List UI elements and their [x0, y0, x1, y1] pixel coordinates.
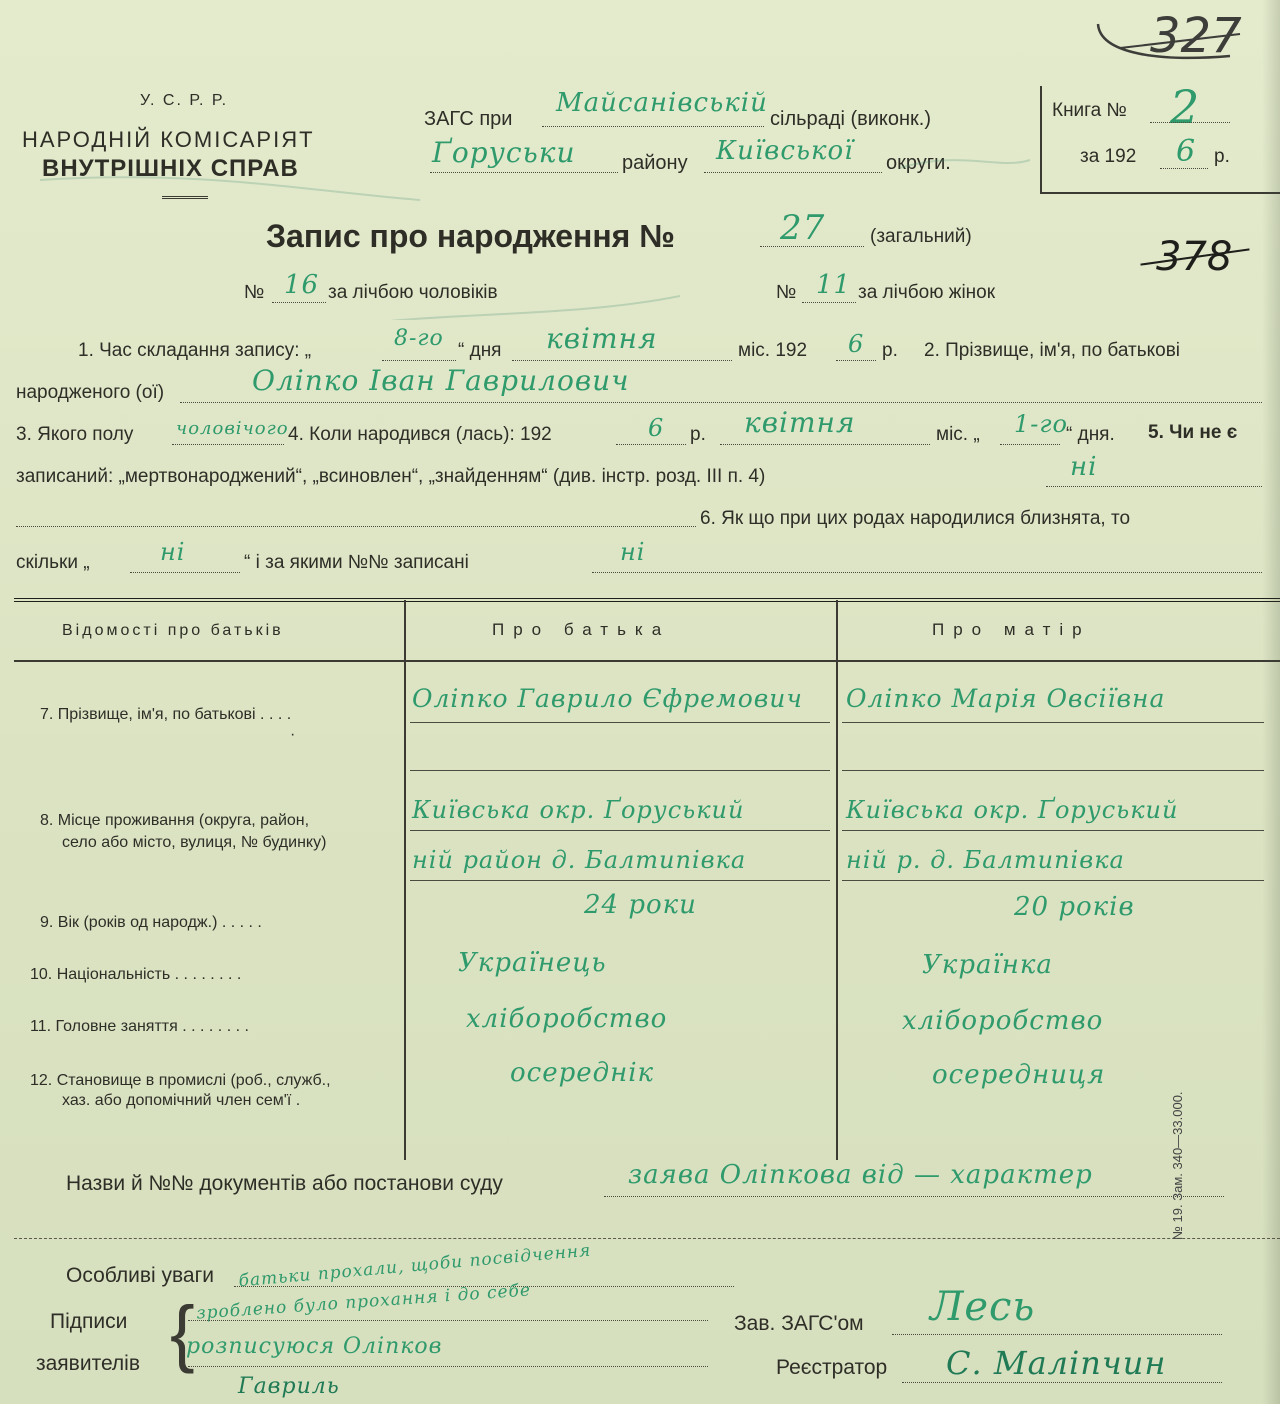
- row-8-mother-cont: ній р. д. Балтипівка: [846, 846, 1125, 874]
- signatures-brace: {: [170, 1291, 195, 1374]
- applicant-line-2: [188, 1366, 708, 1367]
- applicant-signature-2: Гавриль: [238, 1374, 340, 1399]
- row-10-father: Українець: [458, 948, 607, 978]
- field-1-year-suffix: р.: [882, 340, 898, 361]
- field-5-value: ні: [1070, 452, 1098, 482]
- table-top-rule: [14, 598, 1280, 602]
- row-9-father: 24 роки: [584, 890, 697, 920]
- commissariat-name: НАРОДНІЙ КОМІСАРІЯТ: [22, 127, 315, 152]
- field-2-line: [180, 402, 1262, 403]
- row-7-father-line2: [410, 770, 830, 771]
- record-title: Запис про народження №: [266, 218, 675, 254]
- row-8-father-line: [410, 830, 830, 831]
- field-2-label: 2. Прізвище, ім'я, по батькові: [924, 340, 1181, 361]
- field-4-month-line: [720, 444, 930, 445]
- men-count-prefix: №: [244, 282, 265, 303]
- book-label: Книга №: [1052, 100, 1127, 121]
- field-6-numbers-line: [592, 572, 1262, 573]
- row-7-mother-line: [842, 722, 1264, 723]
- side-print-number: № 19. Зам. 340—33.000.: [1170, 1091, 1185, 1240]
- signatures-label: Підписи: [50, 1310, 128, 1333]
- row-7-mother-line2: [842, 770, 1264, 771]
- documents-value: заява Оліпкова від — характер: [628, 1160, 1093, 1190]
- row-8-mother: Київська окр. Ґоруський: [846, 796, 1179, 824]
- row-8-father-line2: [410, 880, 830, 881]
- row-10-label: 10. Національність . . . . . . . .: [30, 966, 242, 983]
- field-6-label: 6. Як що при цих родах народилися близнята, то: [700, 508, 1131, 529]
- documents-label: Назви й №№ документів або постанови суду: [66, 1172, 503, 1195]
- district-label: району: [622, 152, 688, 174]
- field-4-day-line: [1000, 444, 1060, 445]
- field-1-day: 8-го: [394, 326, 444, 351]
- row-12-father: осереднік: [510, 1058, 655, 1088]
- row-8-label: 8. Місце проживання (округа, район,: [40, 812, 310, 829]
- men-count-label: за лічбою чоловіків: [328, 282, 498, 303]
- women-count-prefix: №: [776, 282, 797, 303]
- zags-prefix: ЗАГС при: [424, 108, 513, 130]
- row-11-label: 11. Головне заняття . . . . . . . .: [30, 1018, 249, 1035]
- table-col-divider-1: [404, 600, 406, 1160]
- field-6-numbers: ні: [620, 538, 646, 566]
- field-6-label-cont2: “ і за якими №№ записані: [244, 552, 469, 573]
- book-year-digit: 6: [1176, 134, 1197, 169]
- okruha-value: Київської: [716, 136, 854, 166]
- field-4-year-suffix: р.: [690, 424, 706, 445]
- row-11-father: хліборобство: [466, 1004, 668, 1034]
- row-7-dot: ·: [290, 726, 296, 743]
- field-3-value: чоловічого: [176, 418, 289, 439]
- documents-line: [604, 1196, 1224, 1197]
- field-2-label-cont: народженого (ої): [16, 382, 165, 403]
- women-count-value: 11: [816, 270, 852, 300]
- applicant-line-1: [188, 1320, 708, 1321]
- row-12-label: 12. Становище в промислі (роб., служб.,: [30, 1072, 331, 1089]
- row-11-mother: хліборобство: [902, 1006, 1104, 1036]
- field-5-label-cont: записаний: „мертвонароджений“, „всиновлен“, „знайденням“ (див. інстр. розд. III п. 4): [16, 466, 766, 487]
- republic-abbrev: У. С. Р. Р.: [140, 92, 229, 109]
- field-3-label: 3. Якого полу: [16, 424, 134, 445]
- table-header-mother: Про матір: [932, 620, 1091, 639]
- field-5-line: [1046, 486, 1262, 487]
- field-4-month-label: міс. „: [936, 424, 980, 445]
- zags-village-value: Майсанівській: [556, 88, 768, 118]
- registrar-signature: С. Маліпчин: [946, 1344, 1167, 1382]
- row-12-label-cont: хаз. або допомічний член сем'ї .: [62, 1092, 301, 1109]
- table-header-father: Про батька: [492, 620, 671, 639]
- registrar-line: [902, 1382, 1222, 1383]
- field-1-year-line: [836, 360, 876, 361]
- row-9-mother: 20 років: [1014, 892, 1135, 922]
- row-8-mother-line2: [842, 880, 1264, 881]
- faint-pencil-notes: [0, 0, 1280, 320]
- field-1-day-suffix: “ дня: [458, 340, 502, 361]
- row-8-father-cont: ній район д. Балтипівка: [412, 846, 747, 874]
- row-8-label-cont: село або місто, вулиця, № будинку): [62, 834, 327, 851]
- special-notes-label: Особливі уваги: [66, 1264, 214, 1287]
- row-10-mother: Українка: [922, 950, 1053, 980]
- table-header-rule: [14, 660, 1280, 662]
- zags-head-signature: Лесь: [930, 1284, 1036, 1330]
- zags-suffix: сільраді (виконк.): [770, 108, 932, 130]
- field-4-year: 6: [648, 414, 665, 442]
- row-9-label: 9. Вік (років од народж.) . . . . .: [40, 914, 262, 931]
- field-4-month: квітня: [744, 406, 856, 439]
- record-qualifier: (загальний): [870, 226, 972, 247]
- row-7-father: Оліпко Гаврило Єфремович: [412, 684, 803, 713]
- table-col-divider-2: [836, 600, 838, 1160]
- row-8-mother-line: [842, 830, 1264, 831]
- row-12-mother: осередниця: [932, 1060, 1106, 1090]
- row-7-father-line: [410, 722, 830, 723]
- district-value: Ґоруськи: [432, 136, 576, 169]
- archive-number-strike: 378: [1156, 234, 1233, 280]
- field-4-year-line: [616, 444, 686, 445]
- field-4-day-suffix: “ дня.: [1066, 424, 1115, 445]
- women-count-label: за лічбою жінок: [858, 282, 996, 303]
- field-5-label: 5. Чи не є: [1148, 422, 1238, 443]
- special-notes-value-1: батьки прохали, щоби посвідчення: [237, 1240, 593, 1292]
- book-number: 2: [1170, 80, 1201, 134]
- book-year-label: за 192: [1080, 146, 1137, 167]
- registrar-label: Реєстратор: [776, 1356, 888, 1379]
- field-6-count-line: [130, 572, 240, 573]
- field-1-month-label: міс. 192: [738, 340, 808, 361]
- field-1-year: 6: [848, 330, 865, 358]
- row-7-mother: Оліпко Марія Овсіївна: [846, 684, 1166, 713]
- okruha-label: округи.: [886, 152, 951, 174]
- field-1-label: 1. Час складання запису: „: [78, 340, 312, 361]
- field-6-label-cont1: скільки „: [16, 552, 90, 573]
- field-6-count: ні: [160, 538, 186, 566]
- field-1-month: квітня: [546, 322, 658, 355]
- field-4-day: 1-го: [1014, 410, 1068, 438]
- special-notes-value-2: зроблено було прохання і до себе: [195, 1280, 532, 1324]
- row-7-label: 7. Прізвище, ім'я, по батькові . . . .: [40, 706, 292, 723]
- field-3-line: [172, 444, 284, 445]
- footer-divider: [14, 1238, 1280, 1239]
- page-edge-shadow: [1262, 0, 1280, 1404]
- zags-head-label: Зав. ЗАГС'ом: [734, 1312, 864, 1335]
- row-8-father: Київська окр. Ґоруський: [412, 796, 745, 824]
- field-1-day-line: [382, 360, 456, 361]
- field-1-month-line: [512, 360, 732, 361]
- field-2-value: Оліпко Іван Гаврилович: [252, 364, 630, 397]
- archive-number-top: 327: [1150, 8, 1242, 64]
- men-count-value: 16: [284, 270, 320, 300]
- field-4-label: 4. Коли народився (лась): 192: [288, 424, 552, 445]
- commissariat-department: ВНУТРІШНІХ СПРАВ: [42, 155, 299, 182]
- table-header-parents: Відомості про батьків: [62, 622, 284, 639]
- applicant-signature-1: розписуюся Оліпков: [186, 1334, 443, 1359]
- applicants-label: заявителів: [36, 1352, 141, 1375]
- record-number: 27: [780, 208, 826, 248]
- zags-head-line: [892, 1334, 1222, 1335]
- field-6-blank-line: [16, 526, 696, 527]
- book-year-suffix: р.: [1214, 146, 1230, 167]
